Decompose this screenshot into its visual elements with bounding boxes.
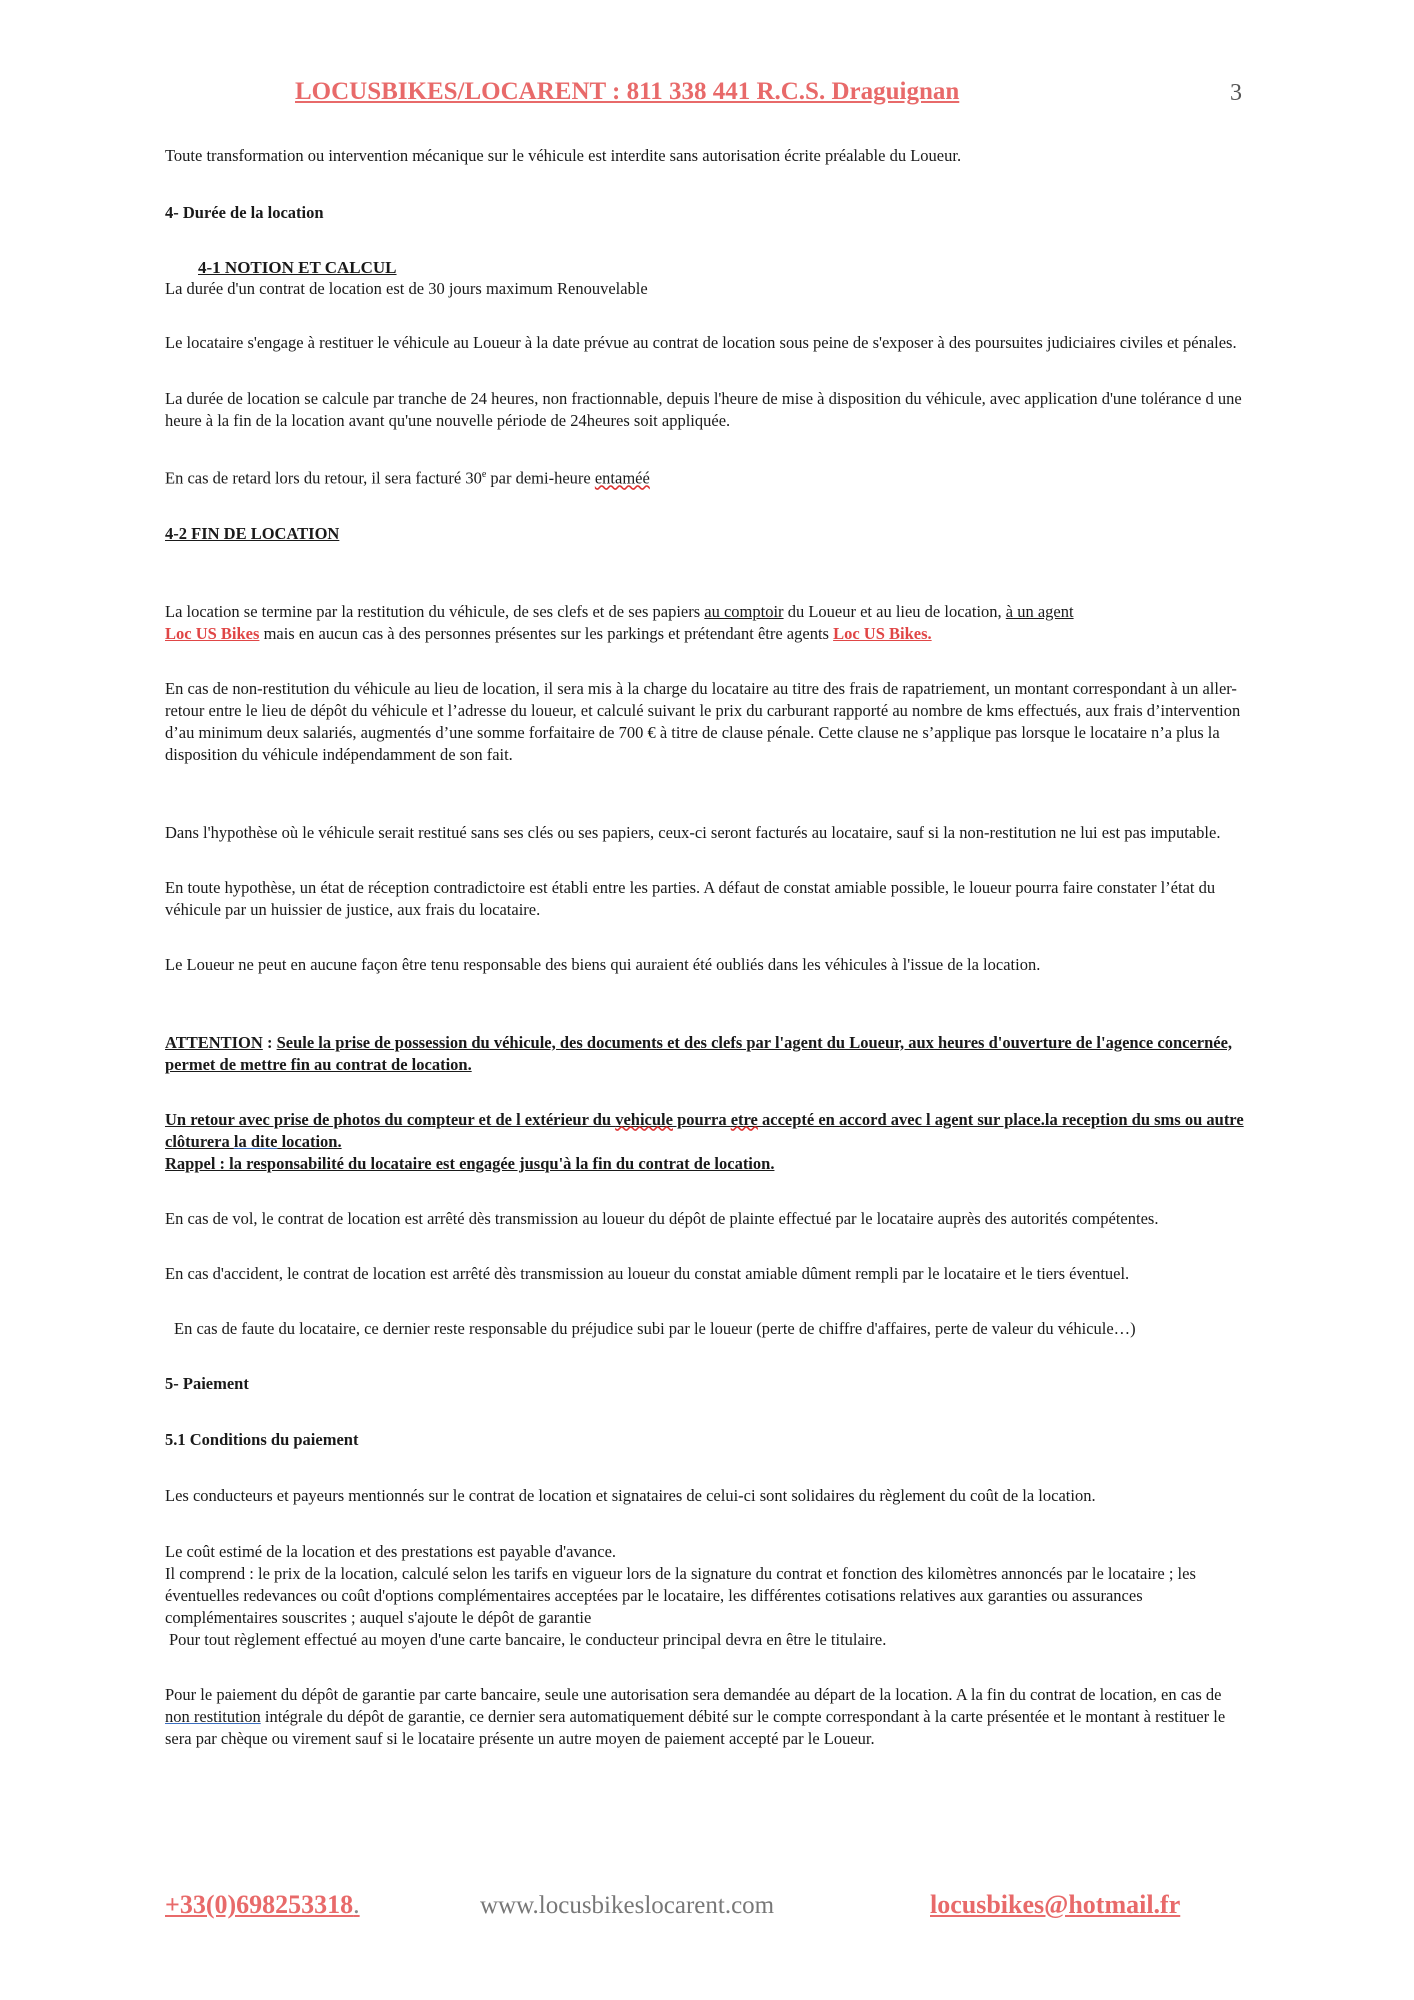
fin-comptoir: au comptoir: [704, 601, 784, 621]
retour-a: Un retour avec prise de photos du compteur et de l extérieur du: [165, 1109, 616, 1129]
fin-text-2: du Loueur et au lieu de location,: [783, 601, 1006, 621]
paragraph-4-2-c: Dans l'hypothèse où le véhicule serait restitué sans ses clés ou ses papiers, ceux-ci seront facturés au locataire, sauf si la non-restitution ne lui est pas imputable.: [165, 822, 1221, 842]
retard-text: En cas de retard lors du retour, il sera facturé 30: [165, 468, 482, 488]
euro-sup: e: [481, 469, 487, 480]
brand-link-2: Loc US Bikes.: [833, 623, 932, 643]
p5c-2: intégrale du dépôt de garantie, ce dernier sera automatiquement débité sur le compte correspondant à la carte présentée et le montant à restituer le sera par chèque ou virement sauf si le locataire présente un autre moyen de paiement accepté par le Loueur.: [165, 1706, 1226, 1748]
footer-website[interactable]: www.locusbikeslocarent.com: [480, 1892, 775, 1919]
section-heading-4: 4- Durée de la location: [165, 203, 324, 222]
footer-phone-link[interactable]: [165, 1890, 360, 1920]
retard-rest: par demi-heure: [486, 468, 595, 488]
paragraph-5-c: [165, 1684, 1245, 1750]
paragraph-4-2-b: En cas de non-restitution du véhicule au lieu de location, il sera mis à la charge du locataire au titre des frais de rapatriement, un montant correspondant à un aller-retour entre le lieu de dépôt du véhicule et l’adresse du loueur, et calculé suivant le prix du carburant rapporté au nombre de kms effectués, aux frais d’intervention d’au minimum deux salariés, augmentés d’une somme forfaitaire de 700 € à titre de clause pénale. Cette clause ne s’applique pas lorsque le locataire n’a plus la disposition du véhicule indépendamment de son fait.: [165, 678, 1241, 764]
paragraph-4-1-d: [165, 464, 1245, 490]
retour-d: location.: [277, 1131, 342, 1151]
document-body: [165, 145, 1245, 1750]
fin-agent: à un agent: [1005, 601, 1074, 621]
non-restitution: non restitution: [165, 1706, 261, 1726]
paragraph-5-b2: Il comprend : le prix de la location, calculé selon les tarifs en vigueur lors de la signature du contrat et fonction des kilomètres annoncés par le locataire ; les éventuelles redevances ou coût d'options complémentaires acceptées par le locataire, les différentes cotisations relatives aux garanties ou assurances complémentaires souscrites ; auquel s'ajoute le dépôt de garantie: [165, 1563, 1196, 1627]
paragraph-4-2-e: Le Loueur ne peut en aucune façon être tenu responsable des biens qui auraient été oubliés dans les véhicules à l'issue de la location.: [165, 954, 1041, 974]
paragraph-faute: En cas de faute du locataire, ce dernier reste responsable du préjudice subi par le loueur (perte de chiffre d'affaires, perte de valeur du véhicule…): [174, 1318, 1136, 1338]
paragraph-5-a: Les conducteurs et payeurs mentionnés sur le contrat de location et signataires de celui-ci sont solidaires du règlement du coût de la location.: [165, 1485, 1096, 1505]
paragraph-5-b3: Pour tout règlement effectué au moyen d'une carte bancaire, le conducteur principal devra en être le titulaire.: [169, 1629, 887, 1649]
brand-link-1: Loc US Bikes: [165, 623, 260, 643]
retour-c: accepté en accord avec l agent sur place.la reception du sms ou autre clôturera: [165, 1109, 1244, 1151]
paragraph-5-b1: Le coût estimé de la location et des prestations est payable d'avance.: [165, 1541, 617, 1561]
paragraph-4-2-a: [165, 601, 1245, 645]
footer-email-link[interactable]: locusbikes@hotmail.fr: [930, 1890, 1181, 1919]
attention-notice: [165, 1032, 1245, 1076]
paragraph-4-1-b: Le locataire s'engage à restituer le véhicule au Loueur à la date prévue au contrat de location sous peine de s'exposer à des poursuites judiciaires civiles et pénales.: [165, 333, 1237, 352]
footer-phone-dot: .: [353, 1890, 360, 1919]
attention-label: ATTENTION: [165, 1032, 263, 1052]
retour-b: pourra: [672, 1109, 731, 1129]
page-footer: [0, 1890, 1414, 1926]
fin-text-3: mais en aucun cas à des personnes présentes sur les parkings et prétendant être agents: [259, 623, 834, 643]
attention-text: Seule la prise de possession du véhicule, des documents et des clefs par l'agent du Loueur, aux heures d'ouverture de l'agence concernée, permet de mettre fin au contrat de location.: [165, 1032, 1233, 1074]
footer-phone-text: +33(0)698253318: [165, 1890, 354, 1919]
page-header: [0, 78, 1414, 118]
paragraph-4-2-d: En toute hypothèse, un état de réception contradictoire est établi entre les parties. A défaut de constat amiable possible, le loueur pourra faire constater l’état du véhicule par un huissier de justice, aux frais du locataire.: [165, 877, 1216, 919]
subsection-heading-4-2: 4-2 FIN DE LOCATION: [165, 523, 340, 543]
subsection-heading-4-1: 4-1 NOTION ET CALCUL: [198, 258, 397, 277]
retour-etre: etre: [730, 1109, 758, 1129]
paragraph-4-1-a: La durée d'un contrat de location est de 30 jours maximum Renouvelable: [165, 279, 648, 298]
header-title: LOCUSBIKES/LOCARENT : 811 338 441 R.C.S. Draguignan: [295, 78, 960, 105]
paragraph-accident: En cas d'accident, le contrat de location est arrêté dès transmission au loueur du constat amiable dûment rempli par le locataire et le tiers éventuel.: [165, 1263, 1130, 1283]
section-heading-5: 5- Paiement: [165, 1373, 249, 1393]
retour-vehicule: vehicule: [615, 1109, 673, 1129]
subsection-heading-5-1: 5.1 Conditions du paiement: [165, 1429, 359, 1449]
paragraph-4-1-c: La durée de location se calcule par tranche de 24 heures, non fractionnable, depuis l'heure de mise à disposition du véhicule, avec application d'une tolérance d une heure à la fin de la location avant qu'une nouvelle période de 24heures soit appliquée.: [165, 389, 1242, 430]
retard-end: entaméé: [594, 468, 650, 488]
attention-sep: :: [262, 1032, 277, 1052]
paragraph-vol: En cas de vol, le contrat de location est arrêté dès transmission au loueur du dépôt de plainte effectué par le locataire auprès des autorités compétentes.: [165, 1208, 1159, 1228]
p5c-1: Pour le paiement du dépôt de garantie par carte bancaire, seule une autorisation sera demandée au départ de la location. A la fin du contrat de location, en cas de: [165, 1684, 1222, 1704]
retour-dite: la dite: [233, 1131, 278, 1151]
page-number: 3: [1230, 80, 1242, 106]
fin-text-1: La location se termine par la restitution du véhicule, de ses clefs et de ses papiers: [165, 601, 705, 621]
retour-notice: [165, 1109, 1245, 1153]
rappel-notice: Rappel : la responsabilité du locataire est engagée jusqu'à la fin du contrat de location.: [165, 1153, 775, 1173]
paragraph-intro: Toute transformation ou intervention mécanique sur le véhicule est interdite sans autorisation écrite préalable du Loueur.: [165, 146, 962, 165]
